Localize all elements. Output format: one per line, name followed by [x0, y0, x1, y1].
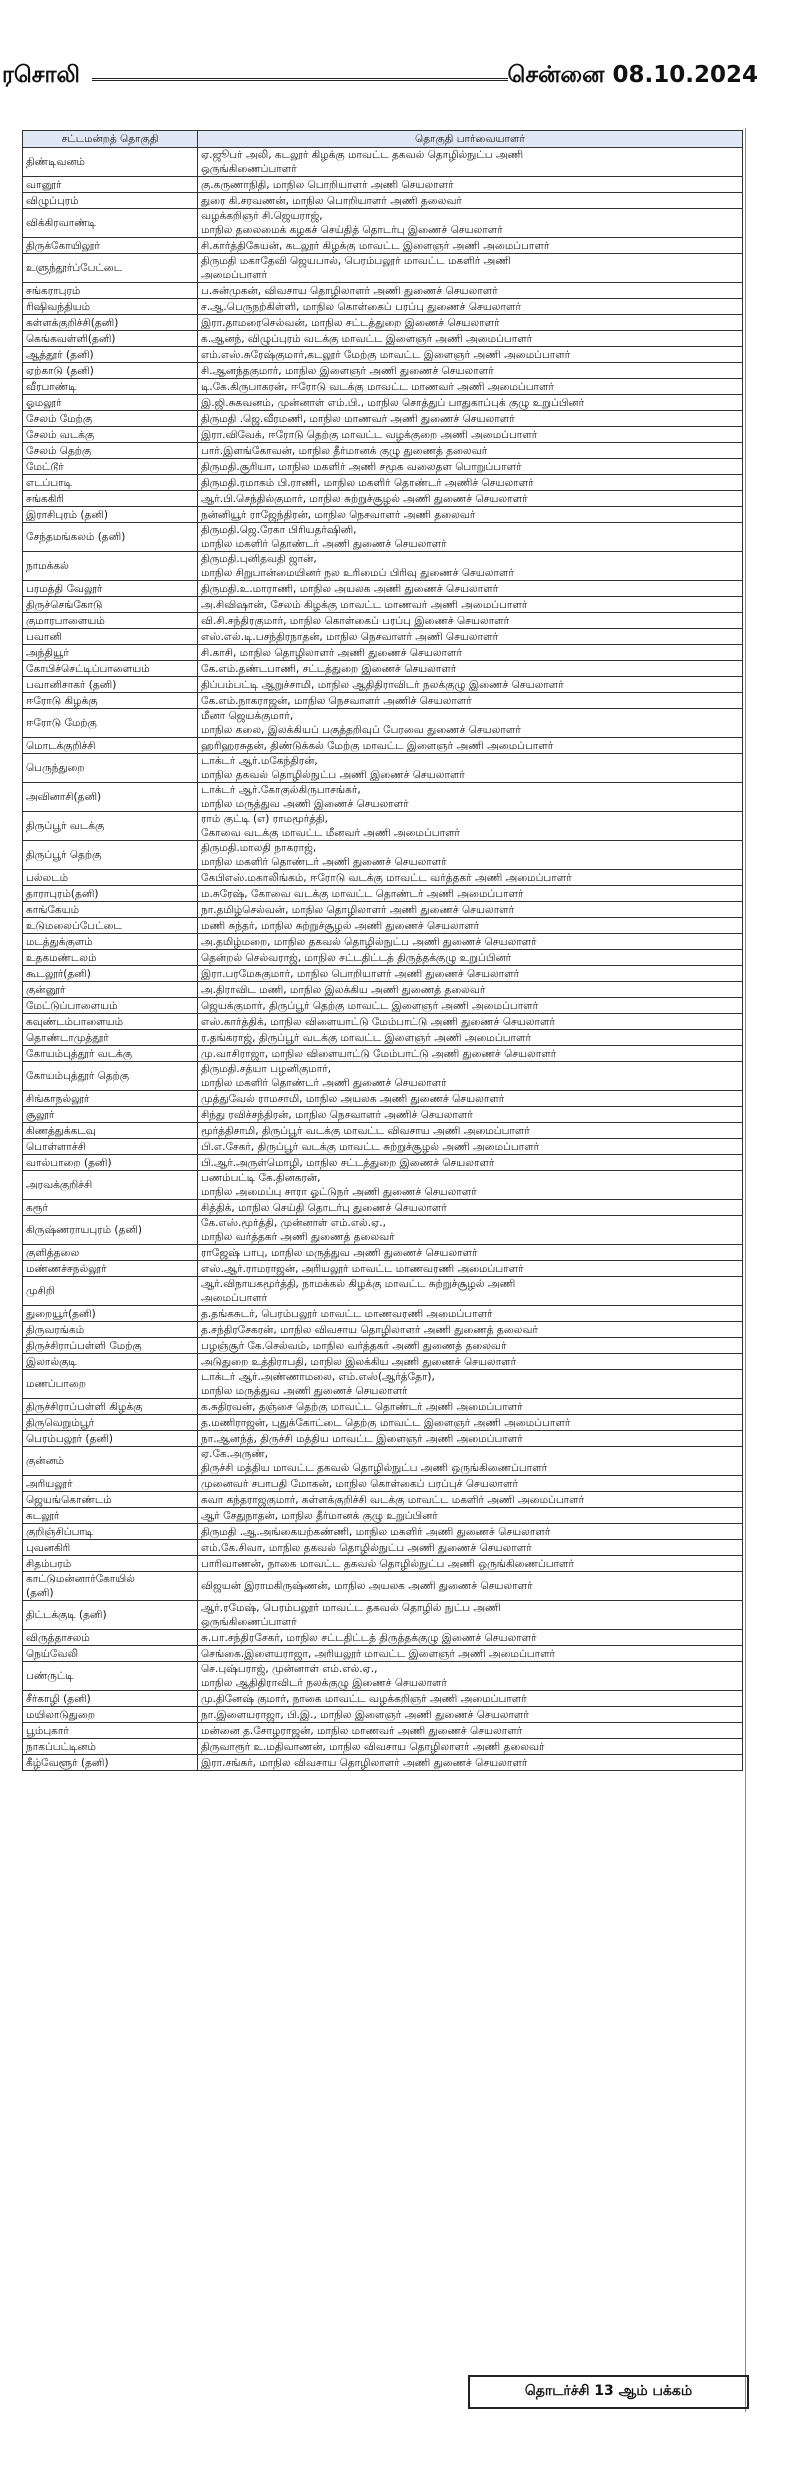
- observer-cell: கே.எம்.தண்டபாணி, சட்டத்துறை இணைச் செயலாளர்: [198, 661, 743, 677]
- observer-cell: எஸ்.கார்த்திக், மாநில விளையாட்டு மேம்பாட்டு அணி துணைச் செயலாளர்: [198, 1014, 743, 1030]
- constituency-cell: தொண்டாமுத்தூர்: [23, 1030, 198, 1046]
- constituency-cell: சூலூர்: [23, 1107, 198, 1123]
- continuation-note: தொடர்ச்சி 13 ஆம் பக்கம்: [468, 2375, 749, 2409]
- observer-cell: பாரிவாணன், நாகை மாவட்ட தகவல் தொழில்நுட்ப அணி ஒருங்கிணைப்பாளர்: [198, 1556, 743, 1572]
- table-row: [23, 177, 743, 193]
- table-row: [23, 812, 743, 841]
- constituency-cell: கோயம்புத்தூர் வடக்கு: [23, 1046, 198, 1062]
- observer-cell: த.மணிராஜன், புதுக்கோட்டை தெற்கு மாவட்ட இளைஞர் அணி அமைப்பாளர்: [198, 1415, 743, 1431]
- constituency-cell: திருச்செங்கோடு: [23, 597, 198, 613]
- constituency-cell: திண்டிவனம்: [23, 148, 198, 177]
- table-row: [23, 1123, 743, 1139]
- constituency-cell: மண்ணச்சநல்லூர்: [23, 1261, 198, 1277]
- constituency-cell: ஜெயங்கொண்டம்: [23, 1492, 198, 1508]
- table-row: [23, 1431, 743, 1447]
- table-row: [23, 443, 743, 459]
- observer-cell: டாக்டர் ஆர்.அண்ணாமலை, எம்.எஸ்(ஆர்த்தோ), மாநில மருத்துவ அணி துணைச் செயலாளர்: [198, 1370, 743, 1399]
- table-row: [23, 254, 743, 283]
- header-constituency: சட்டமன்றத் தொகுதி: [23, 131, 198, 148]
- table-row: [23, 1508, 743, 1524]
- constituency-cell: காட்டுமன்னார்கோயில் (தனி): [23, 1572, 198, 1601]
- observer-cell: பி.எ.சேகர், திருப்பூர் வடக்கு மாவட்ட சுற்றுச்சூழல் அணி அமைப்பாளர்: [198, 1139, 743, 1155]
- constituency-cell: அவினாசி(தனி): [23, 783, 198, 812]
- table-row: [23, 1322, 743, 1338]
- table-row: [23, 581, 743, 597]
- observer-cell: அ.திராவிட மணி, மாநில இலக்கிய அணி துணைத் தலைவர்: [198, 982, 743, 998]
- constituency-cell: கிருஷ்ணராயபுரம் (தனி): [23, 1216, 198, 1245]
- constituency-cell: காங்கேயம்: [23, 902, 198, 918]
- table-row: [23, 1447, 743, 1476]
- constituency-cell: திருக்கோயிலூர்: [23, 238, 198, 254]
- observer-cell: ஏ.ஜூபர் அலி, கடலூர் கிழக்கு மாவட்ட தகவல் தொழில்நுட்ப அணி ஒருங்கிணைப்பாளர்: [198, 148, 743, 177]
- table-row: [23, 661, 743, 677]
- table-row: [23, 1755, 743, 1771]
- constituency-cell: ஈரோடு கிழக்கு: [23, 693, 198, 709]
- constituency-cell: சேலம் வடக்கு: [23, 427, 198, 443]
- table-row: [23, 629, 743, 645]
- table-row: [23, 347, 743, 363]
- observer-cell: துரை கி.சரவணன், மாநில பொறியாளர் அணி தலைவர்: [198, 193, 743, 209]
- constituency-cell: உடுமலைப்பேட்டை: [23, 918, 198, 934]
- table-row: [23, 491, 743, 507]
- table-row: [23, 841, 743, 870]
- observer-cell: ஆர்.விநாயகமூர்த்தி, நாமக்கல் கிழக்கு மாவட்ட சுற்றுச்சூழல் அணி அமைப்பாளர்: [198, 1277, 743, 1306]
- constituency-cell: பல்லடம்: [23, 870, 198, 886]
- constituency-cell: குளித்தலை: [23, 1245, 198, 1261]
- masthead-rule: [92, 78, 508, 81]
- table-row: [23, 918, 743, 934]
- observer-cell: கே.எஸ்.மூர்த்தி, முன்னாள் எம்.எல்.ஏ., மாநில வர்த்தகர் அணி துணைத் தலைவர்: [198, 1216, 743, 1245]
- table-row: [23, 613, 743, 629]
- table-row: [23, 395, 743, 411]
- constituency-cell: கிணத்துக்கடவு: [23, 1123, 198, 1139]
- observer-cell: மு.தினேஷ் குமார், நாகை மாவட்ட வழக்கறிஞர் அணி அமைப்பாளர்: [198, 1691, 743, 1707]
- table-row: [23, 1691, 743, 1707]
- constituency-cell: திருவரங்கம்: [23, 1322, 198, 1338]
- table-row: [23, 982, 743, 998]
- constituency-cell: மடத்துக்குளம்: [23, 934, 198, 950]
- constituency-cell: ஆத்தூர் (தனி): [23, 347, 198, 363]
- table-row: [23, 1014, 743, 1030]
- table-row: [23, 283, 743, 299]
- observer-cell: செ.புஷ்பராஜ், முன்னாள் எம்.எல்.ஏ., மாநில ஆதிதிராவிடர் நலக்குழு இணைச் செயலாளர்: [198, 1662, 743, 1691]
- table-row: [23, 523, 743, 552]
- table-row: [23, 1046, 743, 1062]
- constituency-cell: அந்தியூர்: [23, 645, 198, 661]
- observer-cell: டாக்டர் ஆர்.மகேந்திரன், மாநில தகவல் தொழில்நுட்ப அணி இணைச் செயலாளர்: [198, 754, 743, 783]
- observer-cell: இ.ஜி.சுகவனம், முன்னாள் எம்.பி., மாநில சொத்துப் பாதுகாப்புக் குழு உறுப்பினர்: [198, 395, 743, 411]
- constituency-cell: கெங்கவள்ளி(தனி): [23, 331, 198, 347]
- table-row: [23, 1216, 743, 1245]
- constituency-cell: கடலூர்: [23, 1508, 198, 1524]
- table-row: [23, 315, 743, 331]
- constituency-cell: திட்டக்குடி (தனி): [23, 1601, 198, 1630]
- constituency-cell: சிதம்பரம்: [23, 1556, 198, 1572]
- table-row: [23, 1261, 743, 1277]
- table-row: [23, 1155, 743, 1171]
- constituency-cell: அரவக்குறிச்சி: [23, 1171, 198, 1200]
- constituency-cell: கோயம்புத்தூர் தெற்கு: [23, 1062, 198, 1091]
- observer-cell: த.சந்திரசேகரன், மாநில விவசாய தொழிலாளர் அணி துணைத் தலைவர்: [198, 1322, 743, 1338]
- constituency-cell: சேலம் மேற்கு: [23, 411, 198, 427]
- table-row: [23, 1556, 743, 1572]
- table-row: [23, 870, 743, 886]
- constituency-cell: நாகப்பட்டினம்: [23, 1739, 198, 1755]
- observer-cell: நா.இளையராஜா, பி.இ., மாநில இளைஞர் அணி துணைச் செயலாளர்: [198, 1707, 743, 1723]
- table-row: [23, 966, 743, 982]
- constituency-cell: திருப்பூர் வடக்கு: [23, 812, 198, 841]
- observer-cell: ஹரிஹரசுதன், திண்டுக்கல் மேற்கு மாவட்ட இளைஞர் அணி அமைப்பாளர்: [198, 738, 743, 754]
- observer-cell: அ.சிவிஷான், சேலம் கிழக்கு மாவட்ட மாணவர் அணி அமைப்பாளர்: [198, 597, 743, 613]
- constituency-cell: புவனகிரி: [23, 1540, 198, 1556]
- observer-cell: த.தங்கசுடர், பெரம்பலூர் மாவட்ட மாணவரணி அமைப்பாளர்: [198, 1306, 743, 1322]
- table-row: [23, 1739, 743, 1755]
- observer-cell: மு.வாசிராஜா, மாநில விளையாட்டு மேம்பாட்டு அணி துணைச் செயலாளர்: [198, 1046, 743, 1062]
- observer-cell: ராஜேஷ் பாபு, மாநில மருத்துவ அணி துணைச் செயலாளர்: [198, 1245, 743, 1261]
- constituency-cell: குன்னம்: [23, 1447, 198, 1476]
- observer-cell: இரா.சங்கர், மாநில விவசாய தொழிலாளர் அணி துணைச் செயலாளர்: [198, 1755, 743, 1771]
- observer-cell: திருமதி .ஆ.அங்கையற்கண்ணி, மாநில மகளிர் அணி துணைச் செயலாளர்: [198, 1524, 743, 1540]
- observer-cell: ச.ஆ.பெருநற்கிள்ளி, மாநில கொள்கைப் பரப்பு துணைச் செயலாளர்: [198, 299, 743, 315]
- observer-cell: செங்கை.இளையராஜா, அரியலூர் மாவட்ட இளைஞர் அணி அமைப்பாளர்: [198, 1646, 743, 1662]
- observer-cell: திருமதி.உ.மாராணி, மாநில அயலக அணி துணைச் செயலாளர்: [198, 581, 743, 597]
- table-row: [23, 1707, 743, 1723]
- table-row: [23, 1139, 743, 1155]
- header-observer: தொகுதி பார்வையாளர்: [198, 131, 743, 148]
- table-row: [23, 1107, 743, 1123]
- table-body: [23, 148, 743, 1771]
- constituency-cell: சீர்காழி (தனி): [23, 1691, 198, 1707]
- constituency-cell: பெருந்துறை: [23, 754, 198, 783]
- constituency-cell: திருச்சிராப்பள்ளி கிழக்கு: [23, 1399, 198, 1415]
- table-row: [23, 1601, 743, 1630]
- observer-cell: எஸ்.ஆர்.ராமராஜன், அரியலூர் மாவட்ட மாணவரணி அமைப்பாளர்: [198, 1261, 743, 1277]
- table-row: [23, 902, 743, 918]
- observer-cell: பார்.இளங்கோவன், மாநில தீர்மானக் குழு துணைத் தலைவர்: [198, 443, 743, 459]
- observer-cell: எஸ்.எல்.டி.பசந்திரநாதன், மாநில நெசவாளர் அணி செயலாளர்: [198, 629, 743, 645]
- table-row: [23, 754, 743, 783]
- observer-cell: திருவாரூர் உ.மதிவாணன், மாநில விவசாய தொழிலாளர் அணி தலைவர்: [198, 1739, 743, 1755]
- table-row: [23, 1630, 743, 1646]
- table-row: [23, 379, 743, 395]
- table-row: [23, 783, 743, 812]
- table-row: [23, 709, 743, 738]
- observer-cell: மூர்த்திசாமி, திருப்பூர் வடக்கு மாவட்ட விவசாய அணி அமைப்பாளர்: [198, 1123, 743, 1139]
- constituency-cell: சேந்தமங்கலம் (தனி): [23, 523, 198, 552]
- constituency-cell: பவானி: [23, 629, 198, 645]
- observer-cell: மீனா ஜெயக்குமார், மாநில கலை, இலக்கியப் பகுத்தறிவுப் பேரவை துணைச் செயலாளர்: [198, 709, 743, 738]
- observer-cell: திருமதி.சூரியா, மாநில மகளிர் அணி சமூக வலைதள பொறுப்பாளர்: [198, 459, 743, 475]
- table-row: [23, 1277, 743, 1306]
- table-row: [23, 886, 743, 902]
- constituency-cell: இலால்குடி: [23, 1354, 198, 1370]
- newspaper-name: ரசொலி: [2, 62, 80, 88]
- observer-cell: க.ஆனந், விழுப்புரம் வடக்கு மாவட்ட இளைஞர் அணி அமைப்பாளர்: [198, 331, 743, 347]
- observer-cell: கு.கருணாநிதி, மாநில பொறியாளர் அணி செயலாளர்: [198, 177, 743, 193]
- observer-cell: பணம்பட்டி கே.தினகரன், மாநில அமைப்பு சாரா ஓட்டுநர் அணி துணைச் செயலாளர்: [198, 1171, 743, 1200]
- observer-cell: நா.ஆனந்த், திருச்சி மத்திய மாவட்ட இளைஞர் அணி அமைப்பாளர்: [198, 1431, 743, 1447]
- observer-cell: திப்பம்பட்டி ஆறுச்சாமி, மாநில ஆதிதிராவிடர் நலக்குழு இணைச் செயலாளர்: [198, 677, 743, 693]
- table-row: [23, 459, 743, 475]
- constituency-cell: குமாரபாளையம்: [23, 613, 198, 629]
- constituency-cell: கரூர்: [23, 1200, 198, 1216]
- table-row: [23, 677, 743, 693]
- constituency-cell: நெய்வேலி: [23, 1646, 198, 1662]
- observer-cell: ர.தங்கராஜ், திருப்பூர் வடக்கு மாவட்ட இளைஞர் அணி அமைப்பாளர்: [198, 1030, 743, 1046]
- table-row: [23, 193, 743, 209]
- observer-cell: திருமதி.ஜெ.ரேகா பிரியதர்ஷினி, மாநில மகளிர் தொண்டர் அணி துணைச் செயலாளர்: [198, 523, 743, 552]
- observer-cell: அ.தமிழ்மறை, மாநில தகவல் தொழில்நுட்ப அணி துணைச் செயலாளர்: [198, 934, 743, 950]
- observer-cell: திருமதி.சத்யா பழனிகுமார், மாநில மகளிர் தொண்டர் அணி துணைச் செயலாளர்: [198, 1062, 743, 1091]
- table-row: [23, 1171, 743, 1200]
- observer-cell: இரா.தாமரைசெல்வன், மாநில சட்டத்துறை இணைச் செயலாளர்: [198, 315, 743, 331]
- table-row: [23, 693, 743, 709]
- observer-cell: க.சுதிரவன், தஞ்சை தெற்கு மாவட்ட தொண்டர் அணி அமைப்பாளர்: [198, 1399, 743, 1415]
- observer-cell: ஆர்.பி.செந்தில்குமார், மாநில சுற்றுச்சூழல் அணி துணைச் செயலாளர்: [198, 491, 743, 507]
- table-row: [23, 1338, 743, 1354]
- constituency-cell: முசிறி: [23, 1277, 198, 1306]
- table-row: [23, 1354, 743, 1370]
- table-row: [23, 738, 743, 754]
- table-row: [23, 998, 743, 1014]
- constituency-cell: சங்கராபுரம்: [23, 283, 198, 299]
- observer-cell: திருமதி.மாலதி நாகராஜ், மாநில மகளிர் தொண்டர் அணி துணைச் செயலாளர்: [198, 841, 743, 870]
- table-row: [23, 1200, 743, 1216]
- column-rule: [745, 128, 746, 2412]
- observer-cell: வழக்கறிஞர் சி.ஜெயராஜ், மாநில தலைமைக் கழகச் செய்தித் தொடர்பு இணைச் செயலாளர்: [198, 209, 743, 238]
- constituency-cell: பூம்புகார்: [23, 1723, 198, 1739]
- constituency-cell: கோபிச்செட்டிப்பாளையம்: [23, 661, 198, 677]
- dateline: சென்னை 08.10.2024: [507, 62, 758, 88]
- observer-cell: ஜெயக்குமார், திருப்பூர் தெற்கு மாவட்ட இளைஞர் அணி அமைப்பாளர்: [198, 998, 743, 1014]
- constituency-cell: ஈரோடு மேற்கு: [23, 709, 198, 738]
- observer-table-wrap: [22, 130, 742, 1771]
- constituency-cell: கள்ளக்குறிச்சி(தனி): [23, 315, 198, 331]
- observer-cell: சு.பா.சந்திரசேகர், மாநில சட்டதிட்டத் திருத்தக்குழு இணைச் செயலாளர்: [198, 1630, 743, 1646]
- observer-cell: கேபிஎஸ்.மகாலிங்கம், ஈரோடு வடக்கு மாவட்ட வர்த்தகர் அணி அமைப்பாளர்: [198, 870, 743, 886]
- table-row: [23, 1524, 743, 1540]
- constituency-cell: திருவெறும்பூர்: [23, 1415, 198, 1431]
- constituency-cell: அரியலூர்: [23, 1476, 198, 1492]
- constituency-cell: வால்பாறை (தனி): [23, 1155, 198, 1171]
- table-row: [23, 934, 743, 950]
- table-row: [23, 552, 743, 581]
- constituency-cell: கவுண்டம்பாளையம்: [23, 1014, 198, 1030]
- observer-cell: எம்.எஸ்.சுரேஷ்குமார்,கடலூர் மேற்கு மாவட்ட இளைஞர் அணி அமைப்பாளர்: [198, 347, 743, 363]
- observer-cell: திருமதி .ஜெ.வீரமணி, மாநில மாணவர் அணி துணைச் செயலாளர்: [198, 411, 743, 427]
- table-row: [23, 1245, 743, 1261]
- constituency-cell: ஏற்காடு (தனி): [23, 363, 198, 379]
- constituency-cell: சிங்காநல்லூர்: [23, 1091, 198, 1107]
- table-row: [23, 645, 743, 661]
- observer-cell: ஆர் சேதுநாதன், மாநில தீர்மானக் குழு உறுப்பினர்: [198, 1508, 743, 1524]
- table-row: [23, 1492, 743, 1508]
- table-row: [23, 1030, 743, 1046]
- observer-cell: பழஞ்சூர் கே.செல்வம், மாநில வர்த்தகர் அணி துணைத் தலைவர்: [198, 1338, 743, 1354]
- constituency-cell: நாமக்கல்: [23, 552, 198, 581]
- table-row: [23, 1476, 743, 1492]
- observer-cell: ப.சுன்முகன், விவசாய தொழிலாளர் அணி துணைச் செயலாளர்: [198, 283, 743, 299]
- constituency-cell: பண்ருட்டி: [23, 1662, 198, 1691]
- observer-cell: எம்.கே.சிவா, மாநில தகவல் தொழில்நுட்ப அணி துணைச் செயலாளர்: [198, 1540, 743, 1556]
- constituency-cell: சேலம் தெற்கு: [23, 443, 198, 459]
- observer-cell: சி.கார்த்திகேயன், கடலூர் கிழக்கு மாவட்ட இளைஞர் அணி அமைப்பாளர்: [198, 238, 743, 254]
- table-row: [23, 411, 743, 427]
- table-row: [23, 475, 743, 491]
- observer-cell: வி.சி.சந்திரகுமார், மாநில கொள்கைப் பரப்பு இணைச் செயலாளர்: [198, 613, 743, 629]
- observer-cell: முத்துவேல் ராமசாமி, மாநில அயலக அணி துணைச் செயலாளர்: [198, 1091, 743, 1107]
- constituency-cell: திருச்சிராப்பள்ளி மேற்கு: [23, 1338, 198, 1354]
- observer-cell: திருமதி மகாதேவி ஜெயபால், பெரம்பலூர் மாவட்ட மகளிர் அணி அமைப்பாளர்: [198, 254, 743, 283]
- observer-cell: நன்னியூர் ராஜேந்திரன், மாநில நெசவாளர் அணி தலைவர்: [198, 507, 743, 523]
- observer-cell: தென்றல் செல்வராஜ், மாநில சட்டதிட்டத் திருத்தக்குழு உறுப்பினர்: [198, 950, 743, 966]
- constituency-cell: பொள்ளாச்சி: [23, 1139, 198, 1155]
- observer-cell: திருமதி.புனிதவதி ஜான், மாநில சிறுபான்மையினர் நல உரிமைப் பிரிவு துணைச் செயலாளர்: [198, 552, 743, 581]
- constituency-cell: வீரபாண்டி: [23, 379, 198, 395]
- table-row: [23, 1662, 743, 1691]
- table-row: [23, 238, 743, 254]
- observer-cell: ஆர்.ரமேஷ், பெரம்பலூர் மாவட்ட தகவல் தொழில் நுட்ப அணி ஒருங்கிணைப்பாளர்: [198, 1601, 743, 1630]
- observer-cell: இரா.பரமேசுகுமார், மாநில பொறியாளர் அணி துணைச் செயலாளர்: [198, 966, 743, 982]
- observer-cell: ம.சுரேஷ், கோவை வடக்கு மாவட்ட தொண்டர் அணி அமைப்பாளர்: [198, 886, 743, 902]
- table-row: [23, 1306, 743, 1322]
- table-row: [23, 427, 743, 443]
- constituency-cell: மணப்பாறை: [23, 1370, 198, 1399]
- constituency-cell: விருத்தாசலம்: [23, 1630, 198, 1646]
- constituency-cell: உளுந்தூர்ப்பேட்டை: [23, 254, 198, 283]
- constituency-cell: கீழ்வேளூர் (தனி): [23, 1755, 198, 1771]
- observer-cell: மன்னை த.சோழராஜன், மாநில மாணவர் அணி துணைச் செயலாளர்: [198, 1723, 743, 1739]
- table-row: [23, 1415, 743, 1431]
- table-row: [23, 1646, 743, 1662]
- constituency-cell: தாராபுரம்(தனி): [23, 886, 198, 902]
- table-row: [23, 148, 743, 177]
- constituency-cell: மயிலாடுதுறை: [23, 1707, 198, 1723]
- constituency-cell: குறிஞ்சிப்பாடி: [23, 1524, 198, 1540]
- constituency-cell: குன்னூர்: [23, 982, 198, 998]
- table-row: [23, 507, 743, 523]
- constituency-cell: மொடக்குறிச்சி: [23, 738, 198, 754]
- table-row: [23, 1091, 743, 1107]
- constituency-cell: ரிஷிவந்தியம்: [23, 299, 198, 315]
- constituency-cell: விக்கிரவாண்டி: [23, 209, 198, 238]
- observer-cell: டாக்டர் ஆர்.கோகுல்கிருபாசங்கர், மாநில மருத்துவ அணி இணைச் செயலாளர்: [198, 783, 743, 812]
- constituency-cell: விழுப்புரம்: [23, 193, 198, 209]
- observer-cell: சி.காசி, மாநில தொழிலாளர் அணி துணைச் செயலாளர்: [198, 645, 743, 661]
- constituency-cell: மேட்டுப்பாளையம்: [23, 998, 198, 1014]
- table-row: [23, 1062, 743, 1091]
- observer-cell: இரா.விவேக், ஈரோடு தெற்கு மாவட்ட வழக்குறை அணி அமைப்பாளர்: [198, 427, 743, 443]
- table-row: [23, 1370, 743, 1399]
- observer-cell: சி.ஆனந்தகுமார், மாநில இளைஞர் அணி துணைச் செயலாளர்: [198, 363, 743, 379]
- observer-cell: ராம் குட்டி (எ) ராமமூர்த்தி, கோவை வடக்கு மாவட்ட மீனவர் அணி அமைப்பாளர்: [198, 812, 743, 841]
- observer-cell: திருமதி.ரமாகம் பி.ராணி, மாநில மகளிர் தொண்டர் அணிச் செயலாளர்: [198, 475, 743, 491]
- constituency-cell: சங்ககிரி: [23, 491, 198, 507]
- observer-cell: விஜயன் இராமகிருஷ்ணன், மாநில அயலக அணி துணைச் செயலாளர்: [198, 1572, 743, 1601]
- observer-cell: பி.ஆர்.அருள்மொழி, மாநில சட்டத்துறை இணைச் செயலாளர்: [198, 1155, 743, 1171]
- observer-cell: ஏ.கே.அருண், திருச்சி மத்திய மாவட்ட தகவல் தொழில்நுட்ப அணி ஒருங்கிணைப்பாளர்: [198, 1447, 743, 1476]
- observer-cell: டி.கே.கிருபாகரன், ஈரோடு வடக்கு மாவட்ட மாணவர் அணி அமைப்பாளர்: [198, 379, 743, 395]
- masthead: [0, 62, 800, 96]
- table-row: [23, 1399, 743, 1415]
- constituency-cell: வானூர்: [23, 177, 198, 193]
- table-row: [23, 363, 743, 379]
- constituency-cell: துறையூர்(தனி): [23, 1306, 198, 1322]
- observer-cell: சித்திக், மாநில செய்தி தொடர்பு துணைச் செயலாளர்: [198, 1200, 743, 1216]
- constituency-cell: உதகமண்டலம்: [23, 950, 198, 966]
- constituency-cell: எடப்பாடி: [23, 475, 198, 491]
- constituency-observer-table: [22, 130, 743, 1771]
- table-row: [23, 1723, 743, 1739]
- constituency-cell: கூடலூர்(தனி): [23, 966, 198, 982]
- constituency-cell: திருப்பூர் தெற்கு: [23, 841, 198, 870]
- constituency-cell: பெரம்பலூர் (தனி): [23, 1431, 198, 1447]
- constituency-cell: இராசிபுரம் (தனி): [23, 507, 198, 523]
- table-row: [23, 950, 743, 966]
- table-row: [23, 597, 743, 613]
- observer-cell: நா.தமிழ்செல்வன், மாநில தொழிலாளர் அணி துணைச் செயலாளர்: [198, 902, 743, 918]
- table-row: [23, 299, 743, 315]
- constituency-cell: பவானிசாகர் (தனி): [23, 677, 198, 693]
- table-row: [23, 1540, 743, 1556]
- table-row: [23, 209, 743, 238]
- observer-cell: கே.எம்.நாகராஜன், மாநில நெசவாளர் அணிச் செயலாளர்: [198, 693, 743, 709]
- observer-cell: அடுதுறை உத்திராபதி, மாநில இலக்கிய அணி துணைச் செயலாளர்: [198, 1354, 743, 1370]
- table-row: [23, 1572, 743, 1601]
- observer-cell: முனைவர் சபாபதி மோகன், மாநில கொள்கைப் பரப்புச் செயலாளர்: [198, 1476, 743, 1492]
- constituency-cell: ஓமலூர்: [23, 395, 198, 411]
- constituency-cell: பரமத்தி வேலூர்: [23, 581, 198, 597]
- observer-cell: மணி சுந்தர், மாநில சுற்றுச்சூழல் அணி துணைச் செயலாளர்: [198, 918, 743, 934]
- observer-cell: கவா கந்தராஜகுமார், கள்ளக்குறிச்சி வடக்கு மாவட்ட மகளிர் அணி அமைப்பாளர்: [198, 1492, 743, 1508]
- observer-cell: சிந்து ரவிச்சந்திரன், மாநில நெசவாளர் அணிச் செயலாளர்: [198, 1107, 743, 1123]
- constituency-cell: மேட்டூர்: [23, 459, 198, 475]
- table-row: [23, 331, 743, 347]
